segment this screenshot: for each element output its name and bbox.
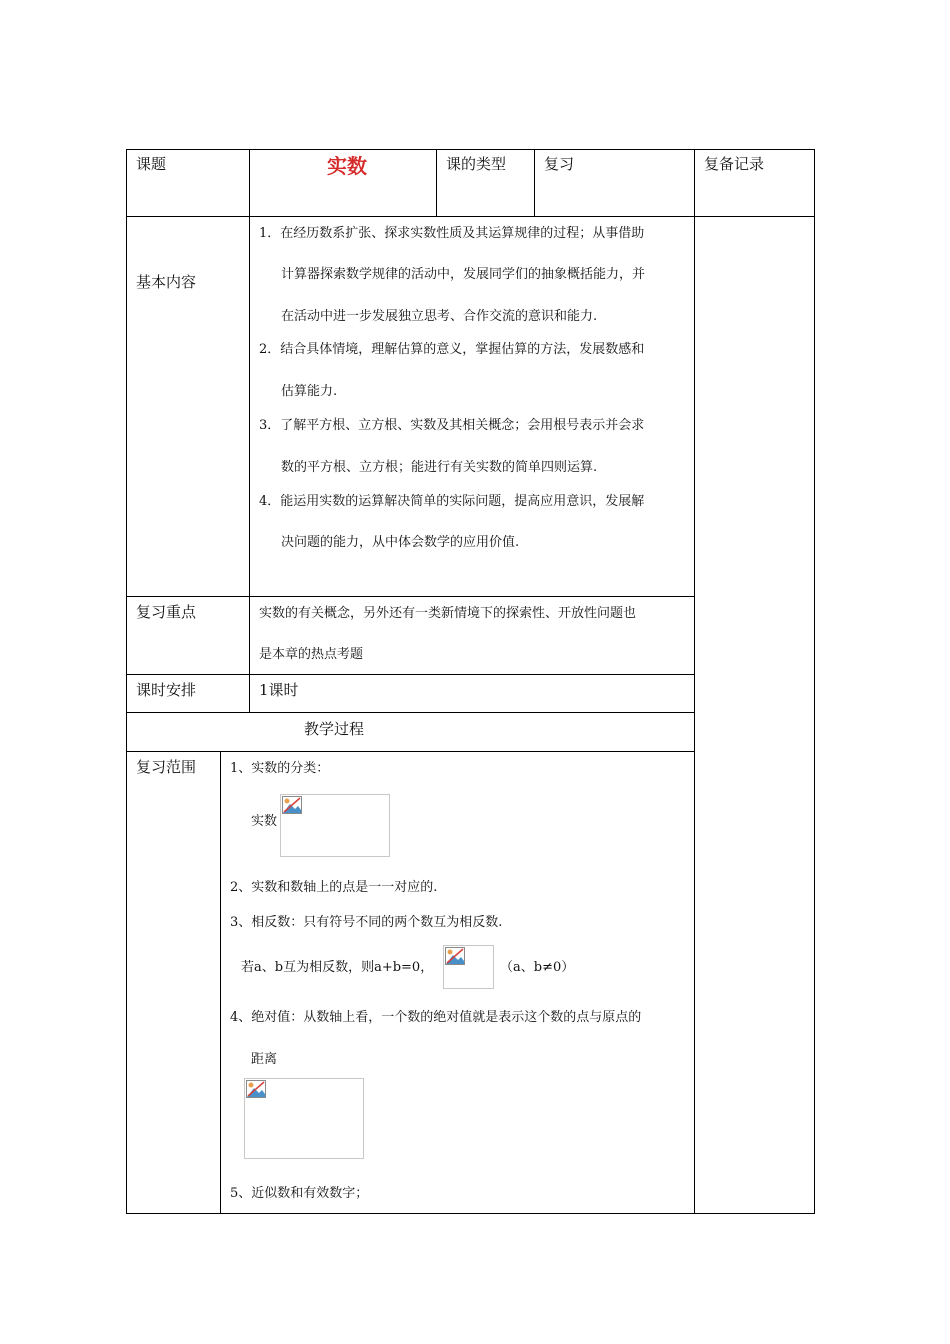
basic-line: 2．结合具体情境，理解估算的意义，掌握估算的方法，发展数感和 (259, 342, 645, 357)
table-rule-header (126, 216, 815, 217)
table-rule-basic (126, 596, 695, 597)
table-rule-schedule (126, 712, 695, 713)
schedule-value: 1课时 (259, 681, 299, 699)
page-title: 实数 (327, 154, 367, 178)
scope-item-4: 4、绝对值：从数轴上看，一个数的绝对值就是表示这个数的点与原点的 (230, 1010, 642, 1025)
type-value-rule (534, 149, 535, 217)
table-rule-focus (126, 674, 695, 675)
focus-line: 是本章的热点考题 (259, 647, 364, 662)
label-notes: 复备记录 (704, 155, 765, 173)
broken-image-icon (246, 1080, 266, 1098)
label-column-rule (249, 149, 250, 713)
scope-column-rule (220, 751, 221, 1214)
table-border-top (126, 149, 815, 150)
scope-item-3: 3、相反数：只有符号不同的两个数互为相反数. (230, 915, 503, 930)
basic-line: 计算器探索数学规律的活动中，发展同学们的抽象概括能力，并 (281, 267, 646, 282)
scope-item-2: 2、实数和数轴上的点是一一对应的. (230, 880, 438, 895)
label-review-scope: 复习范围 (136, 758, 197, 776)
label-basic-content: 基本内容 (136, 273, 197, 291)
absolute-value-image (244, 1078, 364, 1159)
basic-line: 数的平方根、立方根；能进行有关实数的简单四则运算. (281, 460, 598, 475)
opposite-formula-right: （a、b≠0） (500, 960, 575, 975)
scope-item-1: 1、实数的分类： (230, 761, 330, 776)
broken-image-icon (282, 796, 302, 814)
basic-line: 决问题的能力，从中体会数学的应用价值. (281, 535, 520, 550)
label-topic: 课题 (136, 155, 167, 173)
basic-line: 3．了解平方根、立方根、实数及其相关概念；会用根号表示并会求 (259, 418, 645, 433)
basic-line: 1．在经历数系扩张、探求实数性质及其运算规律的过程；从事借助 (259, 226, 645, 241)
scope-item-5: 5、近似数和有效数字； (230, 1186, 369, 1201)
lesson-type-value: 复习 (544, 155, 575, 173)
label-lesson-type: 课的类型 (446, 155, 507, 173)
opposite-formula-image (443, 945, 494, 989)
focus-line: 实数的有关概念，另外还有一类新情境下的探索性、开放性问题也 (259, 606, 637, 621)
basic-line: 在活动中进一步发展独立思考、合作交流的意识和能力. (281, 309, 598, 324)
label-review-focus: 复习重点 (136, 603, 197, 621)
label-schedule: 课时安排 (136, 681, 197, 699)
process-heading: 教学过程 (304, 720, 365, 738)
broken-image-icon (445, 947, 465, 965)
table-border-right (814, 149, 815, 1214)
basic-line: 估算能力. (281, 384, 338, 399)
type-label-rule (436, 149, 437, 217)
table-border-left (126, 149, 127, 1214)
scope-item-4-cont: 距离 (251, 1052, 278, 1067)
table-border-bottom (126, 1213, 815, 1214)
opposite-formula-left: 若a、b互为相反数，则a+b=0， (241, 960, 434, 975)
basic-line: 4．能运用实数的运算解决简单的实际问题，提高应用意识，发展解 (259, 494, 645, 509)
classification-image (280, 794, 390, 857)
scope-item-1-word: 实数 (251, 814, 278, 829)
notes-column-rule (694, 149, 695, 1214)
table-rule-process (126, 751, 695, 752)
